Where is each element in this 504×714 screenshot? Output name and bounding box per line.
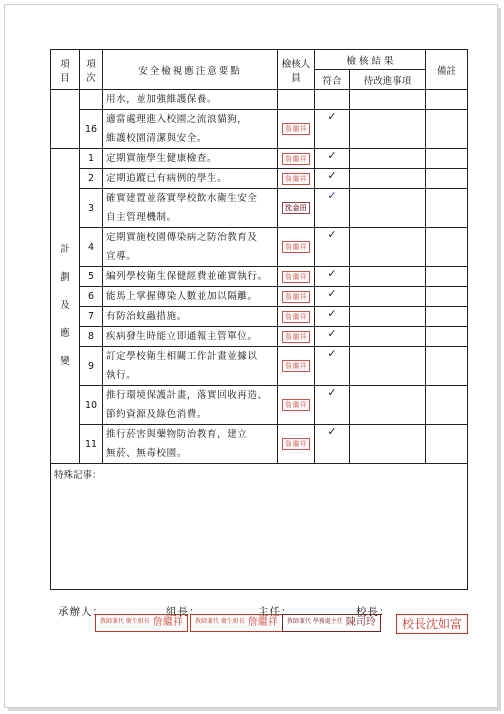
row-content	[103, 189, 278, 228]
row-inspector	[278, 267, 315, 287]
row-inspector	[278, 347, 315, 386]
row-number: 6	[80, 287, 103, 307]
item-text-line1: 有防治蚊蟲措施。	[106, 311, 187, 322]
principal-stamp: 校長沈如富	[396, 614, 468, 634]
row-todo	[350, 228, 426, 267]
row-inspector	[278, 169, 315, 189]
row-number: 7	[80, 307, 103, 327]
row-inspector	[278, 228, 315, 267]
row-remark	[426, 307, 468, 327]
item-text-line2: 執行。	[106, 370, 137, 381]
director-stamp-name: 陳司玲	[345, 617, 376, 628]
header-row-1	[51, 50, 468, 70]
leader-label: 組長：	[166, 606, 201, 618]
item-text-line1: 能馬上掌握傳染人數並加以隔離。	[106, 291, 258, 302]
header-content: 安全檢視應注意要點	[103, 50, 278, 90]
row-remark	[426, 267, 468, 287]
item-text-line2: 無菸、無毒校園。	[106, 448, 187, 459]
row-todo	[350, 90, 426, 110]
table-row	[51, 347, 468, 386]
row-remark	[426, 189, 468, 228]
row-number: 9	[80, 347, 103, 386]
item-text-line2: 自主管理機制。	[106, 212, 177, 223]
check-mark-icon: ✓	[327, 267, 337, 280]
item-text-line1: 確實建置並落實學校飲水衛生安全	[106, 193, 258, 204]
header-remark: 備註	[426, 50, 468, 90]
check-mark-icon: ✓	[327, 307, 337, 320]
table-row	[51, 425, 468, 464]
item-text-line2: 節約資源及綠色消費。	[106, 409, 208, 420]
leader-stamp-name: 詹繼祥	[247, 617, 278, 628]
row-remark	[426, 169, 468, 189]
row-pass	[315, 169, 350, 189]
table-row	[51, 169, 468, 189]
table-row	[51, 90, 468, 110]
table-row	[51, 149, 468, 169]
row-todo	[350, 267, 426, 287]
item-text-line1: 用水，並加強維護保養。	[106, 94, 218, 105]
handler-stamp-title: 教師兼代 衛生組長	[100, 618, 150, 625]
item-text-line1: 疾病發生時能立即通報主管單位。	[106, 331, 258, 342]
principal-label: 校長：	[356, 606, 391, 618]
row-number: 5	[80, 267, 103, 287]
row-remark	[426, 110, 468, 149]
row-number: 2	[80, 169, 103, 189]
item-text-line2: 宣導。	[106, 251, 137, 262]
check-mark-icon: ✓	[327, 169, 337, 182]
row-number: 10	[80, 386, 103, 425]
row-remark	[426, 327, 468, 347]
header-no: 項 次	[80, 50, 103, 90]
header-todo: 待改進事項	[350, 70, 426, 90]
item-text-line1: 定期實施校園傳染病之防治教育及	[106, 232, 258, 243]
row-pass	[315, 110, 350, 149]
row-inspector	[278, 287, 315, 307]
row-remark	[426, 386, 468, 425]
header-pass: 符合	[315, 70, 350, 90]
row-inspector	[278, 90, 315, 110]
check-mark-icon: ✓	[327, 347, 337, 360]
item-text-line1: 訂定學校衛生相關工作計畫並據以	[106, 351, 258, 362]
row-pass	[315, 287, 350, 307]
check-mark-icon: ✓	[327, 228, 337, 241]
row-number	[80, 90, 103, 110]
table-row	[51, 307, 468, 327]
inspector-stamp: 詹繼祥	[282, 241, 310, 253]
row-todo	[350, 169, 426, 189]
item-text-line1: 適當處理進入校園之流浪貓狗，	[106, 114, 248, 125]
row-inspector	[278, 425, 315, 464]
header-result: 檢 核 結 果	[315, 50, 426, 70]
director-label: 主任：	[258, 606, 293, 618]
header-item: 項 目	[51, 50, 80, 90]
row-remark	[426, 347, 468, 386]
special-note-row	[51, 464, 468, 590]
inspector-stamp: 詹繼祥	[282, 123, 310, 135]
row-todo	[350, 307, 426, 327]
category-cell-previous	[51, 90, 80, 149]
row-pass	[315, 347, 350, 386]
table-row	[51, 327, 468, 347]
inspector-stamp: 詹繼祥	[282, 271, 310, 283]
check-mark-icon: ✓	[327, 425, 337, 438]
handler-label: 承辦人：	[58, 606, 104, 618]
check-mark-icon: ✓	[327, 189, 337, 202]
check-mark-icon: ✓	[327, 110, 337, 123]
row-content	[103, 287, 278, 307]
row-pass	[315, 90, 350, 110]
row-remark	[426, 149, 468, 169]
row-todo	[350, 347, 426, 386]
leader-stamp	[190, 614, 283, 632]
inspector-stamp: 詹繼祥	[282, 438, 310, 450]
row-pass	[315, 386, 350, 425]
check-mark-icon: ✓	[327, 327, 337, 340]
check-mark-icon: ✓	[327, 149, 337, 162]
row-content	[103, 307, 278, 327]
row-content	[103, 347, 278, 386]
row-pass	[315, 425, 350, 464]
row-content	[103, 228, 278, 267]
row-remark	[426, 228, 468, 267]
row-inspector	[278, 386, 315, 425]
item-text-line1: 定期追蹤已有病例的學生。	[106, 173, 228, 184]
director-stamp-title: 教師兼代 學務處主任	[287, 618, 343, 625]
row-number: 11	[80, 425, 103, 464]
inspector-stamp: 詹繼祥	[282, 360, 310, 372]
director-stamp	[282, 614, 381, 632]
inspector-stamp: 詹繼祥	[282, 399, 310, 411]
table-row	[51, 386, 468, 425]
row-todo	[350, 110, 426, 149]
row-pass	[315, 189, 350, 228]
item-text-line1: 推行環境保護計畫，落實回收再造、	[106, 390, 268, 401]
handler-stamp	[95, 614, 188, 632]
row-pass	[315, 228, 350, 267]
row-pass	[315, 149, 350, 169]
special-note: 特殊記事：	[51, 464, 468, 590]
inspector-stamp: 詹繼祥	[282, 331, 310, 343]
row-number: 16	[80, 110, 103, 149]
row-todo	[350, 189, 426, 228]
page-shadow-right	[498, 8, 501, 710]
table-row	[51, 189, 468, 228]
row-number: 3	[80, 189, 103, 228]
row-inspector	[278, 189, 315, 228]
row-number: 8	[80, 327, 103, 347]
table-body	[51, 90, 468, 464]
row-content	[103, 267, 278, 287]
item-text-line2: 維護校園清潔與安全。	[106, 133, 208, 144]
item-text-line1: 推行菸害與藥物防治教育，建立	[106, 429, 248, 440]
row-inspector	[278, 149, 315, 169]
table-row	[51, 287, 468, 307]
inspector-stamp: 詹繼祥	[282, 291, 310, 303]
category-plan-response: 計 劃 及 應 變	[51, 149, 80, 464]
row-todo	[350, 327, 426, 347]
row-content	[103, 386, 278, 425]
row-inspector	[278, 110, 315, 149]
row-content	[103, 149, 278, 169]
inspector-stamp: 沈金田	[282, 202, 310, 214]
inspector-stamp: 詹繼祥	[282, 173, 310, 185]
header-inspector: 檢核人員	[278, 50, 315, 90]
row-inspector	[278, 327, 315, 347]
inspector-stamp: 詹繼祥	[282, 153, 310, 165]
row-content	[103, 425, 278, 464]
check-mark-icon: ✓	[327, 386, 337, 399]
row-todo	[350, 425, 426, 464]
handler-stamp-name: 詹繼祥	[152, 617, 183, 628]
page-shadow-bottom	[8, 708, 501, 711]
row-todo	[350, 149, 426, 169]
row-number: 1	[80, 149, 103, 169]
row-remark	[426, 287, 468, 307]
table-row	[51, 267, 468, 287]
inspector-stamp: 詹繼祥	[282, 311, 310, 323]
row-number: 4	[80, 228, 103, 267]
row-content	[103, 327, 278, 347]
leader-stamp-title: 教師兼代 衛生組長	[195, 618, 245, 625]
item-text-line1: 定期實施學生健康檢查。	[106, 153, 218, 164]
row-pass	[315, 327, 350, 347]
row-pass	[315, 267, 350, 287]
row-pass	[315, 307, 350, 327]
row-content	[103, 110, 278, 149]
row-todo	[350, 386, 426, 425]
table-row	[51, 228, 468, 267]
row-inspector	[278, 307, 315, 327]
item-text-line1: 編列學校衛生保健經費並確實執行。	[106, 271, 268, 282]
table-row	[51, 110, 468, 149]
check-mark-icon: ✓	[327, 287, 337, 300]
row-todo	[350, 287, 426, 307]
row-remark	[426, 90, 468, 110]
row-remark	[426, 425, 468, 464]
row-content	[103, 90, 278, 110]
row-content	[103, 169, 278, 189]
inspection-table	[50, 49, 468, 590]
